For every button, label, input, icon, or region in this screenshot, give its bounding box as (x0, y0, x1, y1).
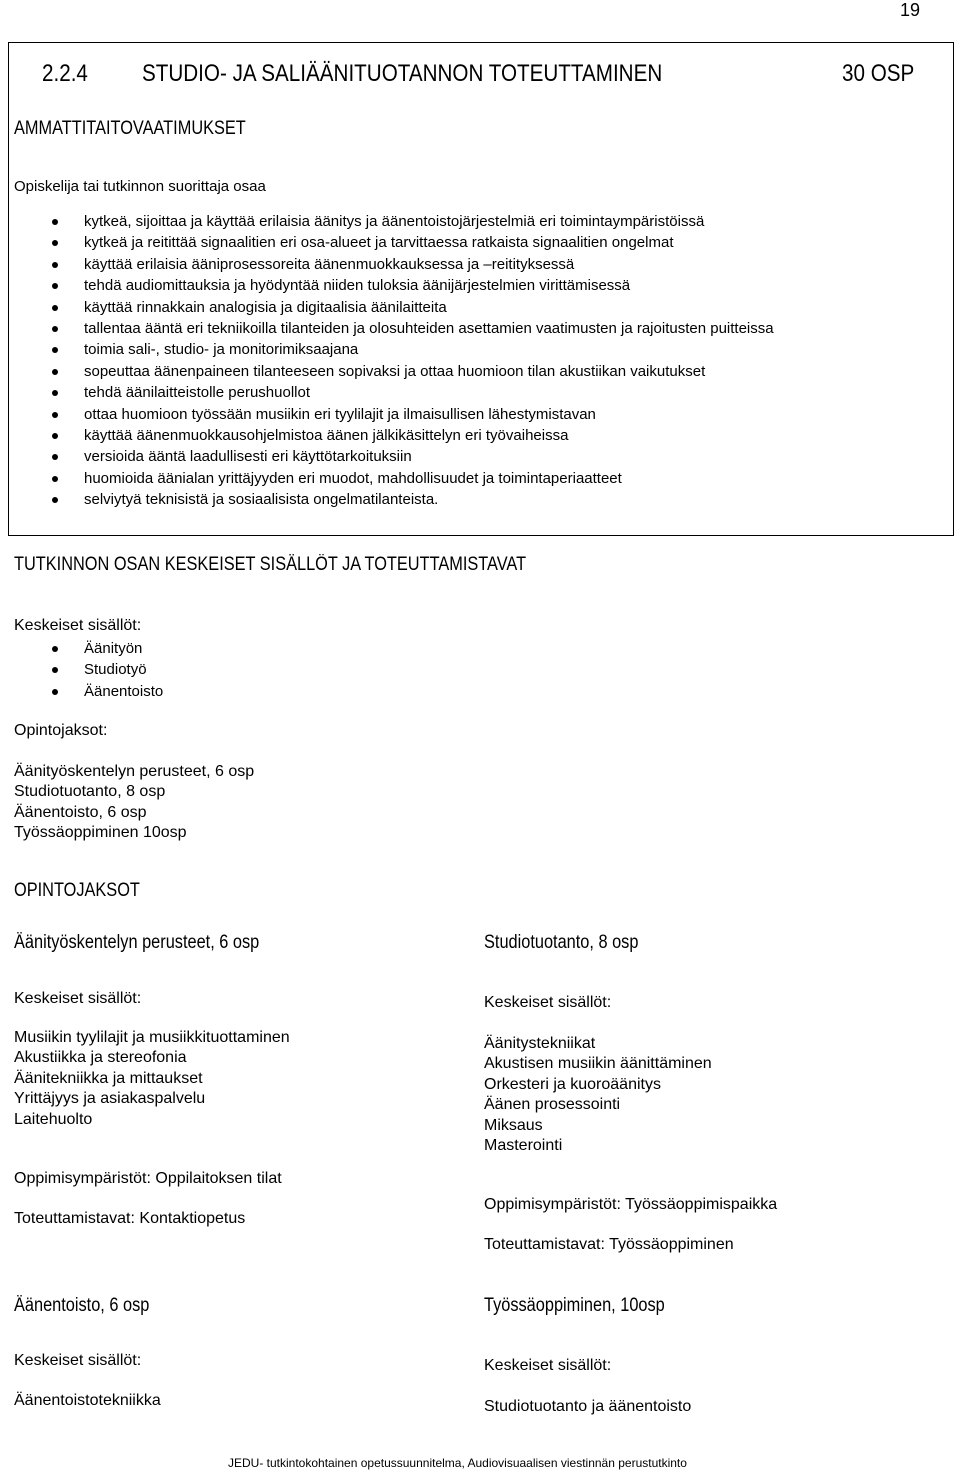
list-item: Äänen prosessointi (484, 1096, 621, 1114)
list-item: käyttää äänenmuokkausohjelmistoa äänen jälkikäsittelyn eri työvaiheissa (84, 425, 944, 446)
unit-items (484, 1397, 691, 1417)
section-number: 2.2.4 (42, 60, 88, 87)
list-item: tallentaa ääntä eri tekniikoilla tilanteiden ja olosuhteiden asettamien vaatimusten ja rajoitusten puitteissa (84, 318, 944, 339)
list-item: Miksaus (484, 1116, 543, 1134)
unit-title: Studiotuotanto, 8 osp (484, 932, 639, 953)
study-units-heading: OPINTOJAKSOT (14, 880, 140, 901)
environment-label: Oppimisympäristöt: (484, 1196, 621, 1213)
unit-environment (14, 1170, 282, 1188)
environment-value: Oppilaitoksen tilat (155, 1170, 282, 1187)
unit-title: Äänityöskentelyn perusteet, 6 osp (14, 932, 260, 953)
unit-key-label: Keskeiset sisällöt: (14, 1352, 142, 1369)
key-contents-label: Keskeiset sisällöt: (14, 617, 142, 634)
page-footer: JEDU- tutkintokohtainen opetussuunnitelma, Audiovisuaalisen viestinnän perustutkinto (228, 1456, 687, 1470)
list-item: tehdä äänilaitteistolle perushuollot (84, 382, 944, 403)
list-item: Äänitystekniikat (484, 1035, 596, 1052)
list-item: Masterointi (484, 1137, 563, 1155)
unit-items (14, 1028, 290, 1130)
list-item: sopeuttaa äänenpaineen tilanteeseen sopivaksi ja ottaa huomioon tilan akustiikan vaikutukset (84, 361, 944, 382)
list-item: Orkesteri ja kuoroäänitys (484, 1075, 661, 1093)
list-item: käyttää rinnakkain analogisia ja digitaalisia äänilaitteita (84, 297, 944, 318)
periods-label: Opintojaksot: (14, 722, 108, 739)
page-number: 19 (899, 0, 920, 20)
competence-list (84, 211, 944, 510)
list-item: tehdä audiomittauksia ja hyödyntää niiden tuloksia äänijärjestelmien virittämisessä (84, 275, 944, 296)
contents-heading: TUTKINNON OSAN KESKEISET SISÄLLÖT JA TOTEUTTAMISTAVAT (14, 554, 527, 575)
list-item: Laitehuolto (14, 1110, 93, 1128)
list-item: ottaa huomioon työssään musiikin eri tyylilajit ja ilmaisullisen lähestymistavan (84, 404, 944, 425)
list-item: kytkeä ja reitittää signaalitien eri osa-alueet ja tarvittaessa ratkaista signaalitien ongelmat (84, 232, 944, 253)
periods-list (14, 762, 254, 844)
list-item: kytkeä, sijoittaa ja käyttää erilaisia äänitys ja äänentoistojärjestelmiä eri toimintaympäristöissä (84, 211, 944, 232)
list-item: Studiotuotanto ja äänentoisto (484, 1398, 692, 1415)
list-item: toimia sali-, studio- ja monitorimiksaajana (84, 339, 944, 360)
unit-method (14, 1210, 245, 1228)
unit-method (484, 1236, 734, 1254)
unit-title: Äänentoisto, 6 osp (14, 1295, 150, 1316)
section-credits: 30 OSP (842, 60, 915, 87)
unit-items (484, 1034, 712, 1156)
list-item: Äänityöskentelyn perusteet, 6 osp (14, 763, 255, 780)
list-item: Studiotyö (84, 659, 163, 680)
list-item: Akustisen musiikin äänittäminen (484, 1055, 712, 1073)
list-item: Äänentoistotekniikka (14, 1392, 161, 1409)
section-title: STUDIO- JA SALIÄÄNITUOTANNON TOTEUTTAMINEN (142, 60, 663, 87)
unit-key-label: Keskeiset sisällöt: (484, 994, 612, 1011)
list-item: Studiotuotanto, 8 osp (14, 783, 166, 801)
key-contents-list (84, 638, 163, 702)
competence-intro: Opiskelija tai tutkinnon suorittaja osaa (14, 178, 266, 195)
list-item: käyttää erilaisia ääniprosessoreita äänenmuokkauksessa ja –reitityksessä (84, 254, 944, 275)
list-item: Työssäoppiminen 10osp (14, 824, 187, 842)
list-item: versioida ääntä laadullisesti eri käyttötarkoituksiin (84, 446, 944, 467)
list-item: Äänityön (84, 638, 163, 659)
unit-key-label: Keskeiset sisällöt: (484, 1357, 612, 1374)
unit-title: Työssäoppiminen, 10osp (484, 1295, 665, 1316)
list-item: Akustiikka ja stereofonia (14, 1049, 187, 1067)
list-item: Äänitekniikka ja mittaukset (14, 1069, 203, 1087)
environment-value: Työssäoppimispaikka (625, 1196, 778, 1213)
list-item: selviytyä teknisistä ja sosiaalisista ongelmatilanteista. (84, 489, 944, 510)
method-label: Toteuttamistavat: (484, 1236, 605, 1253)
list-item: Musiikin tyylilajit ja musiikkituottaminen (14, 1029, 290, 1046)
unit-items (14, 1391, 161, 1411)
list-item: Äänentoisto, 6 osp (14, 803, 147, 821)
unit-key-label: Keskeiset sisällöt: (14, 990, 142, 1007)
method-value: Työssäoppiminen (609, 1236, 734, 1253)
competence-heading: AMMATTITAITOVAATIMUKSET (14, 118, 246, 139)
environment-label: Oppimisympäristöt: (14, 1170, 151, 1187)
list-item: Yrittäjyys ja asiakaspalvelu (14, 1090, 206, 1108)
method-label: Toteuttamistavat: (14, 1210, 135, 1227)
unit-environment (484, 1196, 777, 1214)
list-item: Äänentoisto (84, 681, 163, 702)
list-item: huomioida äänialan yrittäjyyden eri muodot, mahdollisuudet ja toimintaperiaatteet (84, 468, 944, 489)
method-value: Kontaktiopetus (139, 1210, 246, 1227)
